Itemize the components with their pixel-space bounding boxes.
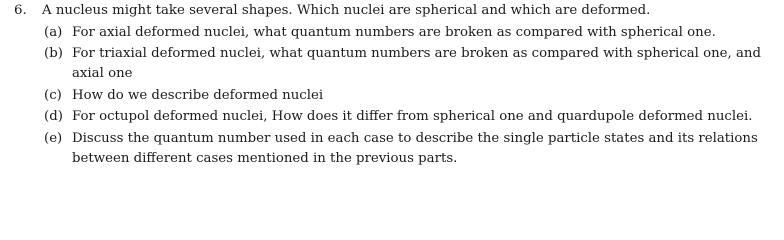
part-text: For octupol deformed nuclei, How does it differ from spherical one and quardupole deformed nuclei. xyxy=(72,109,753,124)
part-a xyxy=(14,23,772,43)
part-label: (d) xyxy=(44,109,63,124)
part-text: For axial deformed nuclei, what quantum numbers are broken as compared with spherical one. xyxy=(72,24,716,40)
part-d xyxy=(14,107,772,127)
question-number: 6. xyxy=(14,3,27,18)
part-label: (b) xyxy=(44,46,63,61)
question-header xyxy=(14,1,772,21)
part-b xyxy=(14,44,772,84)
question-text: A nucleus might take several shapes. Which nuclei are spherical and which are deformed. xyxy=(42,3,651,18)
part-label: (a) xyxy=(44,24,63,40)
part-label: (c) xyxy=(44,87,62,103)
part-text: How do we describe deformed nuclei xyxy=(72,87,324,103)
question-6 xyxy=(14,1,772,169)
part-c xyxy=(14,86,772,106)
question-parts-list xyxy=(14,23,772,169)
part-text: For triaxial deformed nuclei, what quantum numbers are broken as compared with spherical one, and axial one xyxy=(72,46,761,81)
part-label: (e) xyxy=(44,130,63,146)
part-e xyxy=(14,129,772,169)
part-text: Discuss the quantum number used in each case to describe the single particle states and its relations between different cases mentioned in the previous parts. xyxy=(72,130,758,166)
